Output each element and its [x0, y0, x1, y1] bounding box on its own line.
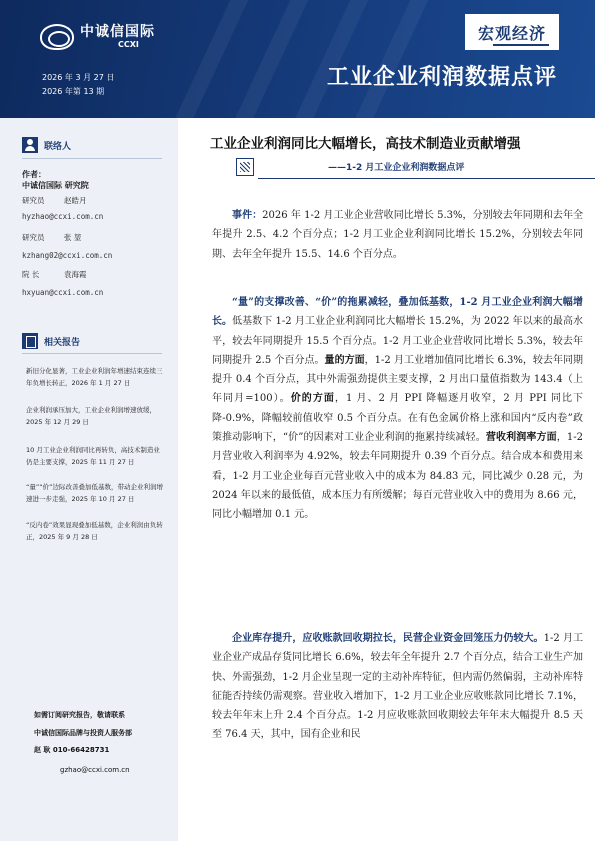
- contact-line: 赵 耿 010-66428731: [34, 746, 110, 754]
- analyst-email[interactable]: hyzhao@ccxi.com.cn: [22, 212, 104, 221]
- profit-heading: “量”的支撑改善、“价”的拖累减轻，叠加低基数，1-2 月工业企业利润大幅增长。: [212, 297, 583, 328]
- profit-text-c: ，1 月、2 月 PPI 降幅逐月收窄，2 月 PPI 同比下降-0.9%，降幅较前值收窄 0.5 个百分点。在有色金属价格上涨和国内“反内卷”政策推动影响下，“价”的因素对工业企业利润的拖累持续减轻。: [212, 393, 584, 444]
- volume-label: 量的方面: [324, 354, 365, 366]
- ccxi-logo: [40, 24, 155, 50]
- profit-text-d: ，1-2 月营业收入利润率为 4.92%，较去年同期提升 0.39 个百分点。结合成本和费用来看，1-2 月工业企业每百元营业收入中的成本为 84.83 元，同比减少 0.28 元，为 2024 年以来的最低值，成本压力有所缓解；每百元营业收入中的费用为 8.66 元，同比小幅增加 0.1 元。: [212, 432, 583, 521]
- inventory-paragraph: [212, 629, 583, 745]
- event-label: 事件：: [232, 210, 263, 221]
- subtitle: ——1-2 月工业企业利润数据点评: [328, 163, 465, 173]
- main-title: 工业企业利润同比大幅增长，高技术制造业贡献增强: [210, 136, 521, 152]
- analyst-role: 研究员: [22, 233, 45, 242]
- divider: [22, 353, 162, 354]
- ccxi-logo-mark-icon: [40, 24, 74, 50]
- logo-cn-text: 中诚信国际: [80, 24, 155, 40]
- related-report-link[interactable]: “量”“价”边际改善叠加低基数，带动企业利润增速进一步走强，2025 年 10 月 27 日: [26, 483, 163, 503]
- profit-text-b: ，1-2 月工业增加值同比增长 6.3%，较去年同期提升 0.4 个百分点，其中外需强劲提供主要支撑，2 月出口量值指数为 143.4（上年同月=100）。: [212, 354, 584, 405]
- related-heading: [22, 333, 80, 349]
- report-title: 工业企业利润数据点评: [326, 65, 557, 90]
- related-report-link[interactable]: 新旧分化显著，工业企业利润年增速结束连续三年负增长转正，2026 年 1 月 27 日: [26, 367, 163, 387]
- analyst-email[interactable]: kzhang02@ccxi.com.cn: [22, 251, 113, 260]
- contacts-heading-label: 联络人: [44, 141, 72, 152]
- contact-line: 中诚信国际品牌与投资人服务部: [34, 729, 132, 737]
- related-report-link[interactable]: 10 月工业企业利润同比再转负，高技术制造业仍是主要支撑，2025 年 11 月 27 日: [26, 446, 160, 466]
- event-text: 2026 年 1-2 月工业企业营收同比增长 5.3%，分别较去年同期和去年全年提升 2.5、4.2 个百分点；1-2 月工业企业利润同比增长 15.2%，分别较去年同期、去年全年提升 15.5、14.6 个百分点。: [212, 210, 583, 260]
- margin-label: 营收利润率方面: [485, 432, 557, 444]
- profit-paragraph: [212, 293, 583, 525]
- report-issue: 2026 年第 13 期: [42, 87, 105, 96]
- person-icon: [22, 137, 38, 153]
- analyst-name: 张 堃: [64, 233, 82, 242]
- contacts-heading: [22, 137, 71, 153]
- document-icon: [22, 333, 38, 349]
- related-report-link[interactable]: “反内卷”效果显现叠加低基数，企业利润由负转正，2025 年 9 月 28 日: [26, 521, 163, 541]
- author-org: 中诚信国际 研究院: [22, 181, 89, 190]
- analyst-name: 赵皓月: [64, 196, 87, 205]
- analyst-name: 袁海霞: [64, 270, 87, 279]
- header-banner: [0, 0, 595, 118]
- related-report-link[interactable]: 企业利润承压加大，工业企业利润增速放缓，2025 年 12 月 29 日: [26, 406, 156, 426]
- analyst-row: [22, 232, 81, 243]
- divider: [22, 158, 162, 159]
- contact-email[interactable]: gzhao@ccxi.com.cn: [60, 766, 130, 774]
- price-label: 价的方面: [290, 393, 335, 405]
- profit-text-a: 低基数下 1-2 月工业企业利润同比大幅增长 15.2%，为 2022 年以来的最高水平，较去年同期提升 15.5 个百分点。1-2 月工业企业营收同比增长 5.3%，较去年同期提升 2.5 个百分点。: [212, 316, 583, 366]
- contact-line: 如需订阅研究报告，敬请联系: [34, 711, 125, 719]
- subtitle-row: [236, 158, 595, 182]
- author-label: 作者：: [22, 170, 46, 179]
- analyst-role: 研究员: [22, 196, 45, 205]
- inventory-heading: 企业库存提升，应收账款回收期拉长，民营企业资金回笼压力仍较大。: [232, 633, 544, 644]
- hatched-square-icon: [236, 158, 254, 176]
- related-heading-label: 相关报告: [44, 337, 81, 348]
- subtitle-underline: [258, 178, 595, 179]
- analyst-email[interactable]: hxyuan@ccxi.com.cn: [22, 288, 104, 297]
- event-paragraph: [212, 206, 583, 264]
- analyst-row: [22, 195, 87, 206]
- logo-en-text: CCXI: [118, 40, 139, 49]
- analyst-row: [22, 269, 87, 280]
- analyst-role: 院 长: [22, 270, 40, 279]
- category-tag: 宏观经济: [465, 14, 559, 50]
- inventory-text: 1-2 月工业企业产成品存货同比增长 6.6%，较去年全年提升 2.7 个百分点，结合工业生产加快、外需强劲，1-2 月企业呈现一定的主动补库特征，但内需仍然偏弱，主动补库特征能否持续仍需观察。营业收入增加下，1-2 月工业企业应收账款同比增长 7.1%，较去年年末上升 2.4 个百分点。1-2 月应收账款回收期较去年年末大幅提升 8.5 天至 76.4 天，其中，国有企业和民: [212, 633, 583, 741]
- report-date: 2026 年 3 月 27 日: [42, 73, 115, 82]
